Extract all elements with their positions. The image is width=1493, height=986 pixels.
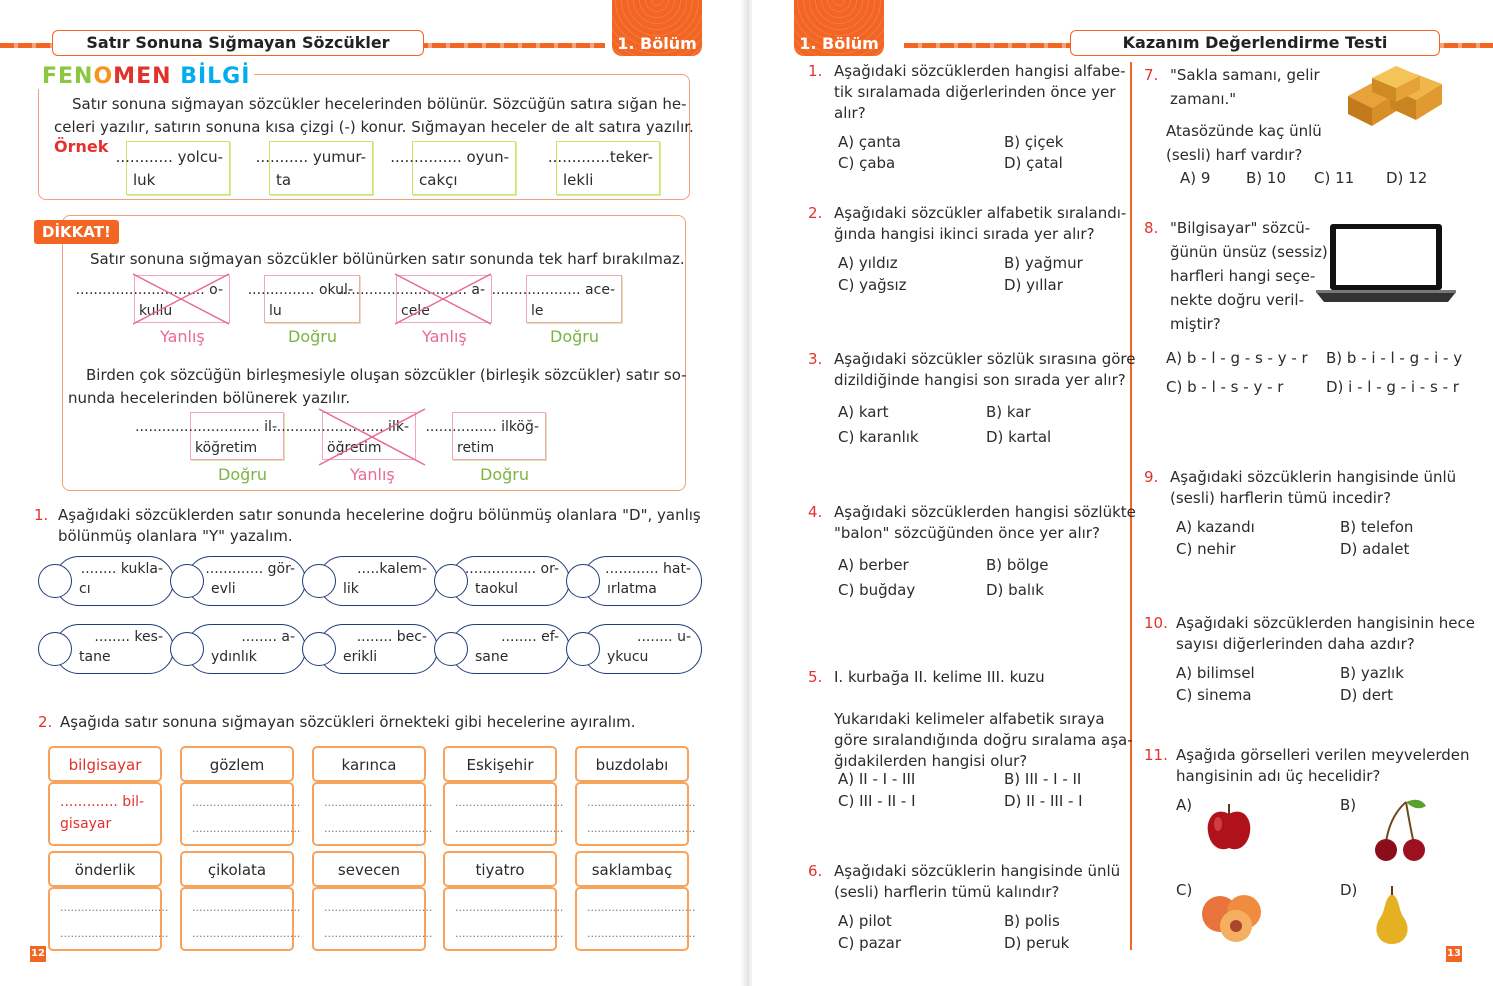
answer-cloud [318,624,438,674]
answer-option[interactable]: C) yağsız [838,276,907,294]
word-text: buzdolabı [595,756,669,774]
question-line: (sesli) harflerin tümü kalındır? [834,883,1060,901]
question-line: Aşağıdaki sözcükler sözlük sırasına göre [834,350,1136,368]
answer-option[interactable]: C) b - l - s - y - r [1166,378,1284,396]
answer-circle[interactable] [38,632,72,666]
word-text: gözlem [209,756,265,774]
example-top: .............teker- [547,148,653,166]
question-number: 5. [808,668,823,686]
example-syllable-top: ............. bil- [60,794,145,810]
example-box [255,141,373,195]
question-line: sayısı diğerlerinden daha azdır? [1176,635,1415,653]
example-top: ........... yumur- [255,148,366,166]
answer-option[interactable]: A) 9 [1180,169,1211,187]
syllable-top: ............................. o- [75,282,223,298]
answer-option[interactable]: A) berber [838,556,909,574]
answer-circle[interactable] [566,632,600,666]
answer-cell[interactable] [48,887,169,951]
question-number: 11. [1144,746,1168,764]
cross-mark [131,272,231,326]
word-cell [443,851,557,887]
answer-cell[interactable] [575,887,696,951]
question-line: göre sıralandığında doğru sıralama aşa- [834,731,1133,749]
dotted-line: ............................... [587,901,696,914]
answer-cell[interactable] [443,887,564,951]
example-syllable-bottom: gisayar [60,816,112,832]
compound-top: ............................ il- [135,419,277,435]
hay-bale-image [1340,62,1450,132]
cloud-top: ........ kukla- [80,561,163,577]
syllable-bottom: le [531,303,544,319]
answer-cloud [450,624,570,674]
syllable-box [75,275,230,323]
word-text: sevecen [337,861,401,879]
question-line: (sesli) harf vardır? [1166,146,1303,164]
q2-number: 2. [38,713,53,731]
question-line: I. kurbağa II. kelime III. kuzu [834,668,1045,686]
syllable-top: ............................. a- [337,282,485,298]
answer-circle[interactable] [170,632,204,666]
dotted-line: ............................... [192,901,301,914]
question-number: 1. [808,62,823,80]
q1-number: 1. [34,506,49,524]
answer-option[interactable]: A) kazandı [1176,518,1255,536]
cloud-bottom: sane [475,649,509,665]
question-number: 9. [1144,468,1159,486]
answer-option[interactable]: D) II - III - I [1004,792,1083,810]
word-text: saklambaç [591,861,673,879]
answer-option[interactable]: C) III - II - I [838,792,916,810]
question-line: miştir? [1170,315,1221,333]
answer-option[interactable]: A) [1176,796,1193,814]
cloud-bottom: evli [211,581,236,597]
cloud-top: ........ a- [241,629,295,645]
verdict-label: Yanlış [160,327,205,346]
question-number: 10. [1144,614,1168,632]
question-line: tik sıralamada diğerlerinden önce yer [834,83,1116,101]
dotted-line: ............................... [455,822,564,835]
cloud-top: ........ kes- [94,629,163,645]
dotted-line: ............................... [192,927,301,940]
example-bottom: ta [276,171,292,189]
answer-option[interactable]: C) pazar [838,934,902,952]
answer-option[interactable]: A) kart [838,403,889,421]
answer-option[interactable]: D) adalet [1340,540,1410,558]
warning-badge: DİKKAT! [34,220,119,244]
cherry-image [1370,796,1430,864]
answer-option[interactable]: A) bilimsel [1176,664,1255,682]
question-line: Aşağıdaki sözcükler alfabetik sıralandı- [834,204,1127,222]
pear-image [1368,884,1416,946]
answer-option[interactable]: C) çaba [838,154,896,172]
question-line: nekte doğru veril- [1170,291,1304,309]
compound-top: ................ ilköğ- [425,419,539,435]
q1-line-2: bölünmüş olanlara "Y" yazalım. [58,527,293,545]
example-bottom: lekli [563,171,594,189]
answer-circle[interactable] [566,564,600,598]
answer-option[interactable]: D) i - l - g - i - s - r [1326,378,1459,396]
example-box [390,141,516,195]
answer-option[interactable]: D) [1340,881,1358,899]
answer-option[interactable]: B) b - i - l - g - i - y [1326,349,1463,367]
answer-option[interactable]: C) sinema [1176,686,1252,704]
question-line: Aşağıda görselleri verilen meyvelerden [1176,746,1470,764]
word-text: bilgisayar [68,756,142,774]
question-number: 4. [808,503,823,521]
answer-option[interactable]: D) balık [986,581,1044,599]
cloud-bottom: ydınlık [211,649,257,665]
unit-tab: 1. Bölüm [612,0,702,56]
syllable-top: ............... okul- [247,282,353,298]
answer-circle[interactable] [302,632,336,666]
dotted-line: ............................... [324,927,433,940]
answer-option[interactable]: D) kartal [986,428,1052,446]
question-line: Aşağıdaki sözcüklerden hangisi alfabe- [834,62,1126,80]
dotted-line: ............................... [455,901,564,914]
word-cell [312,851,426,887]
compound-bottom: köğretim [195,440,258,456]
answer-circle[interactable] [434,632,468,666]
compound-bottom: retim [457,440,495,456]
word-cell [48,746,162,782]
question-line: ğünün ünsüz (sessiz) [1170,243,1328,261]
answer-option[interactable]: D) çatal [1004,154,1063,172]
cloud-top: ............ hat- [605,561,691,577]
answer-option[interactable]: C) buğday [838,581,916,599]
question-line: dizildiğinde hangisi son sırada yer alır? [834,371,1126,389]
answer-option[interactable]: B) çiçek [1004,133,1064,151]
answer-option[interactable]: B) yağmur [1004,254,1083,272]
answer-option[interactable]: B) [1340,796,1357,814]
answer-option[interactable]: B) III - I - II [1004,770,1082,788]
q1-line-1: Aşağıdaki sözcüklerden satır sonunda hecelerine doğru bölünmüş olanlara "D", yanlış [58,506,701,524]
answer-option[interactable]: A) çanta [838,133,901,151]
answer-option[interactable]: A) yıldız [838,254,898,272]
answer-cloud [318,556,438,606]
question-line: "balon" sözcüğünden önce yer alır? [834,524,1100,542]
answer-cell[interactable] [575,782,696,846]
dotted-line: ............................... [324,796,433,809]
cloud-bottom: ykucu [607,649,649,665]
question-line: alır? [834,104,866,122]
cloud-bottom: erikli [343,649,378,665]
left-page [0,0,744,986]
answer-cloud [54,556,174,606]
cloud-bottom: taokul [475,581,519,597]
answer-cloud [186,556,306,606]
dotted-line: ............................... [324,822,433,835]
test-title: Kazanım Değerlendirme Testi [1070,30,1440,56]
word-cell [575,851,689,887]
cloud-top: ............. gör- [205,561,295,577]
syllable-bottom: kullu [139,303,173,319]
cloud-bottom: cı [79,581,91,597]
cloud-top: ........ u- [637,629,691,645]
page-number-left: 12 [30,946,46,962]
cloud-top: ................ or- [464,561,559,577]
word-cell [312,746,426,782]
dotted-line: ............................... [455,927,564,940]
warning-line-2: Birden çok sözcüğün birleşmesiyle oluşan sözcükler (birleşik sözcükler) satır so- [86,366,687,384]
question-line: harfleri hangi seçe- [1170,267,1316,285]
answer-cloud [582,624,702,674]
word-text: çikolata [207,861,267,879]
word-text: önderlik [74,861,136,879]
example-bottom: luk [133,171,156,189]
cloud-top: ........ ef- [501,629,559,645]
answer-option[interactable]: C) karanlık [838,428,919,446]
syllable-bottom: lu [269,303,282,319]
question-line: hangisinin adı üç hecelidir? [1176,767,1381,785]
answer-option[interactable]: C) 11 [1314,169,1355,187]
page-number-right: 13 [1446,946,1462,962]
verdict-label: Yanlış [350,465,395,484]
question-line: ğıdakilerden hangisi olur? [834,752,1028,770]
answer-option[interactable]: C) [1176,881,1193,899]
dotted-line: ............................... [587,927,696,940]
unit-tab-right: 1. Bölüm [794,0,884,56]
question-line: zamanı." [1170,90,1237,108]
question-line: Aşağıdaki sözcüklerden hangisi sözlükte [834,503,1136,521]
example-top: ............... oyun- [390,148,509,166]
syllable-box [337,275,492,323]
word-text: tiyatro [475,861,525,879]
cloud-top: ........ bec- [356,629,427,645]
verdict-label: Doğru [218,465,267,484]
answer-option[interactable]: B) yazlık [1340,664,1404,682]
question-line: "Sakla samanı, gelir [1170,66,1320,84]
verdict-label: Doğru [550,327,599,346]
dotted-line: ............................... [60,901,169,914]
info-line-2: celeri yazılır, satırın sonuna kısa çizgi (-) konur. Sığmayan heceler de alt satıra yazılır. [54,118,694,136]
question-number: 2. [808,204,823,222]
answer-cell[interactable] [180,887,301,951]
answer-cell[interactable] [312,782,433,846]
right-page [752,0,1493,986]
answer-option[interactable]: D) 12 [1386,169,1428,187]
dotted-line: ............................... [192,822,301,835]
dotted-line: ............................... [587,796,696,809]
word-cell [443,746,557,782]
compound-box [425,412,546,460]
example-box [115,141,230,195]
answer-cell[interactable] [312,887,433,951]
answer-cell[interactable] [180,782,301,846]
dotted-line: ............................... [60,927,169,940]
question-line: Aşağıdaki sözcüklerin hangisinde ünlü [834,862,1121,880]
question-number: 3. [808,350,823,368]
answer-option[interactable]: D) dert [1340,686,1393,704]
question-number: 6. [808,862,823,880]
apple-image [1204,802,1254,854]
answer-option[interactable]: B) telefon [1340,518,1414,536]
answer-cloud [186,624,306,674]
cloud-bottom: tane [79,649,111,665]
answer-circle[interactable] [38,564,72,598]
example-label: Örnek [54,137,109,156]
question-number: 8. [1144,219,1159,237]
compound-box [267,412,416,460]
question-number: 7. [1144,66,1159,84]
question-line: Aşağıdaki sözcüklerden hangisinin hece [1176,614,1475,632]
word-text: karınca [341,756,397,774]
answer-cloud [54,624,174,674]
question-line: Atasözünde kaç ünlü [1166,122,1322,140]
question-line: ğında hangisi ikinci sırada yer alır? [834,225,1095,243]
warning-line-3: nunda hecelerinden bölünerek yazılır. [68,389,351,407]
answer-option[interactable]: B) 10 [1246,169,1286,187]
question-line: Yukarıdaki kelimeler alfabetik sıraya [834,710,1105,728]
answer-option[interactable]: B) kar [986,403,1031,421]
cloud-top: .....kalem- [357,561,427,577]
question-line: "Bilgisayar" sözcü- [1170,219,1311,237]
fenomen-logo: FENOMEN BİLGİ [38,64,254,89]
answer-cloud [582,556,702,606]
answer-option[interactable]: D) yıllar [1004,276,1063,294]
info-line-1: Satır sonuna sığmayan sözcükler hecelerinden bölünür. Sözcüğün satıra sığan he- [72,95,687,113]
dotted-line: ............................... [324,901,433,914]
syllable-top: .................... ace- [491,282,615,298]
question-line: Aşağıdaki sözcüklerin hangisinde ünlü [1170,468,1457,486]
syllable-box [491,275,622,323]
peach-image [1200,890,1266,944]
answer-circle[interactable] [170,564,204,598]
answer-circle[interactable] [302,564,336,598]
laptop-image [1312,220,1458,306]
answer-option[interactable]: A) pilot [838,912,892,930]
dotted-line: ............................... [192,796,301,809]
dotted-line: ............................... [587,822,696,835]
answer-option[interactable]: A) II - I - III [838,770,916,788]
answer-option[interactable]: C) nehir [1176,540,1236,558]
answer-option[interactable]: D) peruk [1004,934,1070,952]
question-line: (sesli) harflerin tümü incedir? [1170,489,1392,507]
example-bottom: cakçı [419,171,458,189]
answer-option[interactable]: A) b - l - g - s - y - r [1166,349,1308,367]
word-text: Eskişehir [466,756,534,774]
verdict-label: Doğru [480,465,529,484]
cloud-bottom: lik [343,581,359,597]
cross-mark [393,272,493,326]
answer-option[interactable]: B) bölge [986,556,1049,574]
answer-cloud [450,556,570,606]
answer-circle[interactable] [434,564,468,598]
answer-cell[interactable] [48,782,162,846]
verdict-label: Doğru [288,327,337,346]
verdict-label: Yanlış [422,327,467,346]
example-box [547,141,660,195]
compound-top: .......................... ilk- [267,419,409,435]
warning-line-1: Satır sonuna sığmayan sözcükler bölünürken satır sonunda tek harf bırakılmaz. [90,250,685,268]
cloud-bottom: ırlatma [607,581,657,597]
cross-mark [317,407,427,467]
dotted-line: ............................... [455,796,564,809]
answer-option[interactable]: B) polis [1004,912,1060,930]
word-cell [180,746,294,782]
example-top: ............ yolcu- [115,148,223,166]
q2-text: Aşağıda satır sonuna sığmayan sözcükleri örnekteki gibi hecelerine ayıralım. [60,713,636,731]
page-title: Satır Sonuna Sığmayan Sözcükler [52,30,424,56]
word-cell [48,851,162,887]
syllable-bottom: cele [401,303,430,319]
word-cell [575,746,689,782]
compound-bottom: öğretim [327,440,382,456]
answer-cell[interactable] [443,782,564,846]
word-cell [180,851,294,887]
